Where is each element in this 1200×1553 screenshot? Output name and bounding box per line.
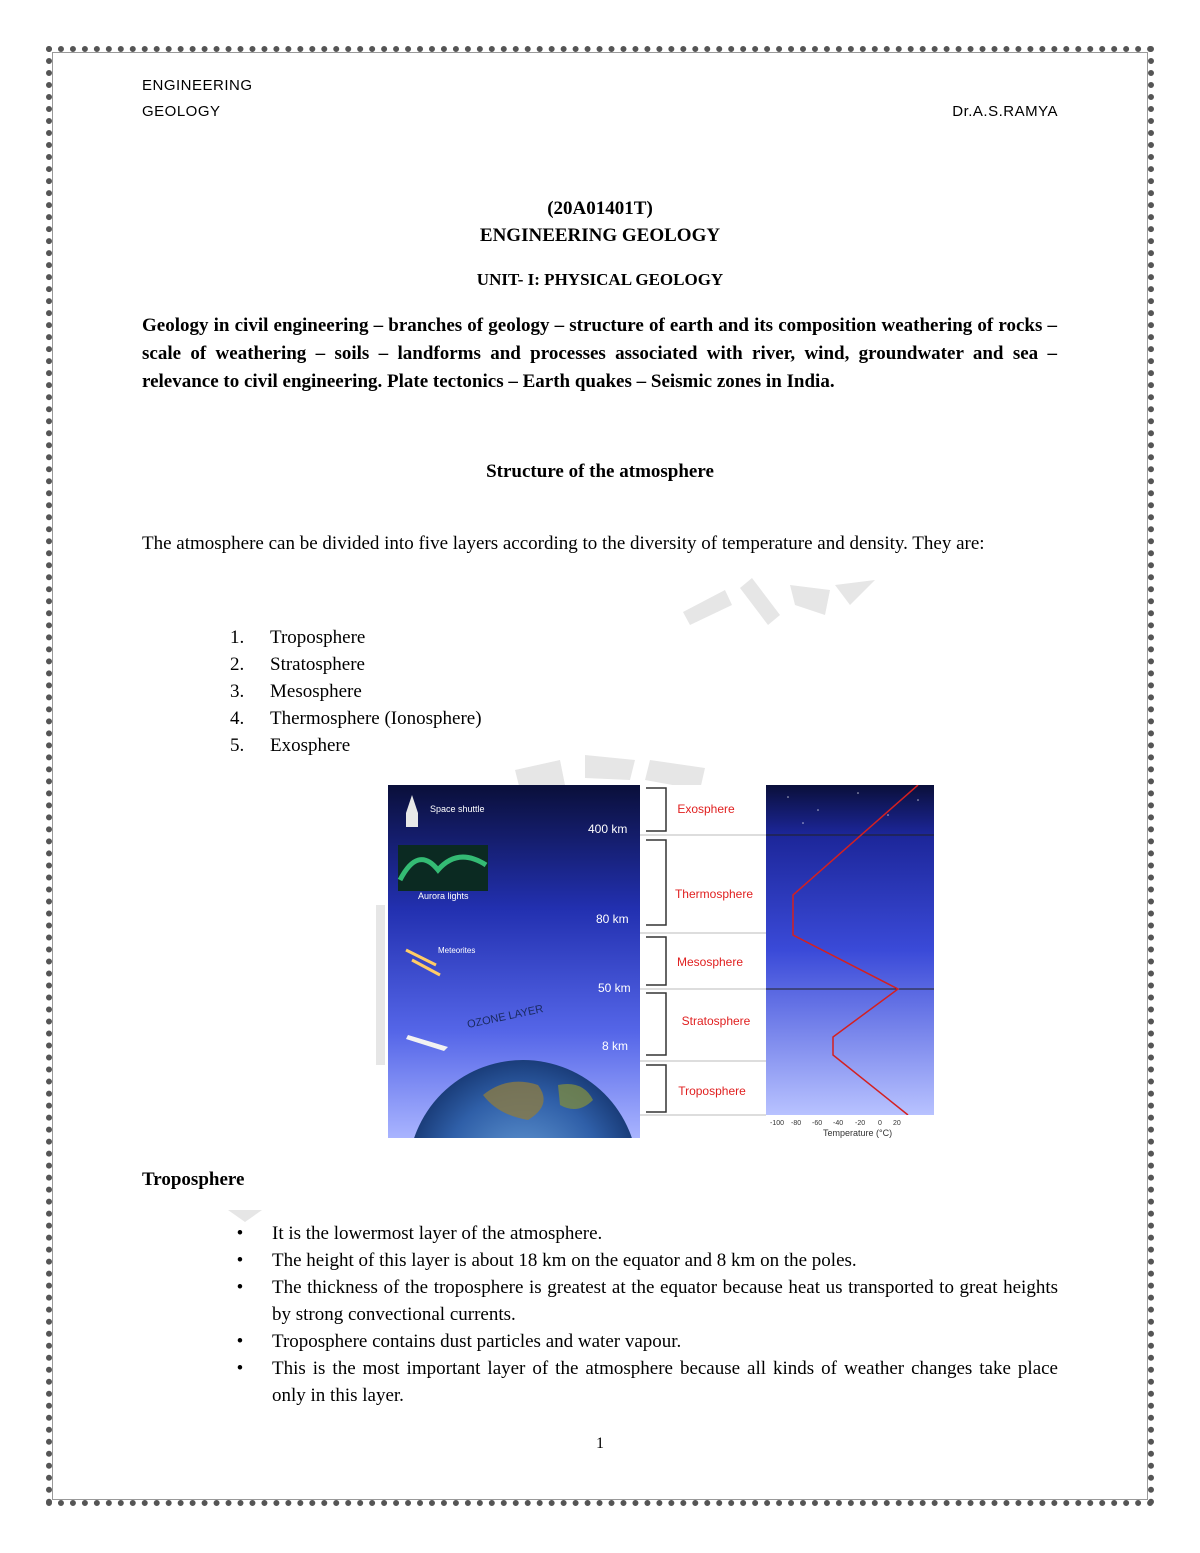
troposphere-bullets <box>230 1220 1058 1409</box>
list-item: 4. Thermosphere (Ionosphere) <box>230 708 482 729</box>
altitude-80: 80 km <box>596 912 629 926</box>
layer-exosphere: Exosphere <box>677 802 735 816</box>
list-item: • It is the lowermost layer of the atmosphere. <box>236 1223 603 1244</box>
header-subject-line2: GEOLOGY <box>142 103 221 120</box>
list-item: 5. Exosphere <box>230 735 351 756</box>
unit-title: UNIT- I: PHYSICAL GEOLOGY <box>476 270 724 289</box>
list-item: 3. Mesosphere <box>230 681 362 702</box>
tick-label: -60 <box>812 1120 823 1127</box>
label-meteorites: Meteorites <box>438 946 476 955</box>
atmosphere-diagram <box>388 785 934 1138</box>
course-code: (20A01401T) <box>547 198 653 219</box>
layer-stratosphere: Stratosphere <box>681 1014 751 1028</box>
list-item: • This is the most important layer of the atmosphere because all kinds of weather changes take place only in this layer. <box>236 1358 1058 1406</box>
header-subject-line1: ENGINEERING <box>142 77 253 94</box>
label-space-shuttle: Space shuttle <box>430 804 485 814</box>
altitude-50: 50 km <box>598 981 631 995</box>
header-author: Dr.A.S.RAMYA <box>952 103 1058 120</box>
section-title: Structure of the atmosphere <box>486 461 714 482</box>
syllabus-text: Geology in civil engineering – branches of geology – structure of earth and its composition weathering of rocks – scale of weathering – soils – landforms and processes associated with river, wind, groundwater and sea – relevance to civil engineering. Plate tectonics – Earth quakes – Seismic zones in India. <box>142 315 1057 392</box>
altitude-400: 400 km <box>588 822 628 836</box>
troposphere-heading: Troposphere <box>142 1169 245 1190</box>
page-number: 1 <box>596 1435 604 1452</box>
tick-label: -80 <box>791 1120 802 1127</box>
list-item: • Troposphere contains dust particles and water vapour. <box>236 1331 682 1352</box>
altitude-8: 8 km <box>602 1039 629 1053</box>
label-aurora: Aurora lights <box>418 891 469 901</box>
tick-label: -40 <box>833 1120 844 1127</box>
label-ozone: OZONE LAYER <box>466 1003 545 1031</box>
tick-label: 0 <box>878 1120 882 1127</box>
layer-thermosphere: Thermosphere <box>674 887 754 901</box>
list-item: 1. Troposphere <box>230 627 366 648</box>
course-title: ENGINEERING GEOLOGY <box>479 225 721 246</box>
intro-paragraph: The atmosphere can be divided into five layers according to the diversity of temperature and density. They are: <box>142 533 985 554</box>
layer-troposphere: Troposphere <box>678 1084 746 1098</box>
tick-label: -100 <box>770 1120 785 1127</box>
tick-label: -20 <box>855 1120 866 1127</box>
layers-list <box>230 624 482 759</box>
layer-mesosphere: Mesosphere <box>676 955 744 969</box>
tick-label: 20 <box>893 1120 901 1127</box>
list-item: 2. Stratosphere <box>230 654 365 675</box>
temperature-axis-label: Temperature (°C) <box>823 1128 893 1138</box>
list-item: • The height of this layer is about 18 km on the equator and 8 km on the poles. <box>236 1250 857 1271</box>
list-item: • The thickness of the troposphere is greatest at the equator because heat us transported to great heights by strong convectional currents. <box>236 1277 1058 1325</box>
